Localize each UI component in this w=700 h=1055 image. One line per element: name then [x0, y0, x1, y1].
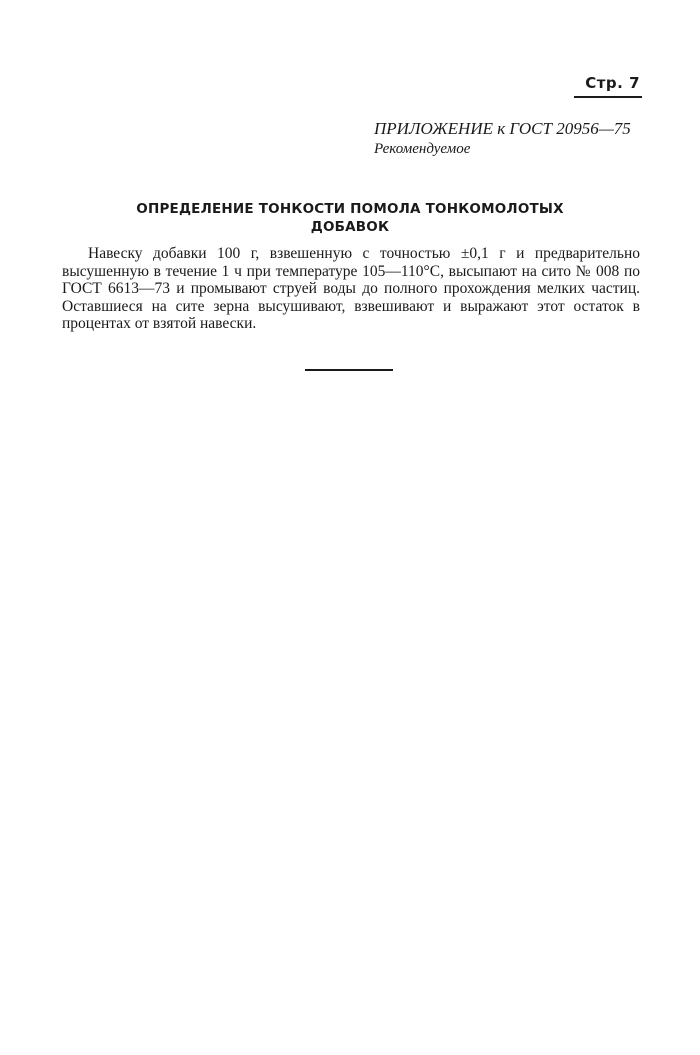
appendix-status: Рекомендуемое: [374, 141, 471, 157]
page-number-underline: [574, 96, 642, 98]
page-number: Стр. 7: [585, 74, 640, 92]
appendix-heading: [374, 119, 631, 159]
end-divider: [305, 369, 393, 371]
section-title: [80, 200, 620, 236]
appendix-title: ПРИЛОЖЕНИЕ к ГОСТ 20956—75: [374, 119, 631, 138]
section-title-line-2: ДОБАВОК: [310, 219, 390, 235]
section-title-line-1: ОПРЕДЕЛЕНИЕ ТОНКОСТИ ПОМОЛА ТОНКОМОЛОТЫХ: [136, 201, 564, 217]
body-paragraph: Навеску добавки 100 г, взвешенную с точностью ±0,1 г и предварительно высушенную в течение 1 ч при температуре 105—110°С, высыпают на сито № 008 по ГОСТ 6613—73 и промывают струей воды до полного прохождения мелких частиц. Оставшиеся на сите зерна высушивают, взвешивают и выражают этот остаток в процентах от взятой навески.: [62, 245, 640, 332]
